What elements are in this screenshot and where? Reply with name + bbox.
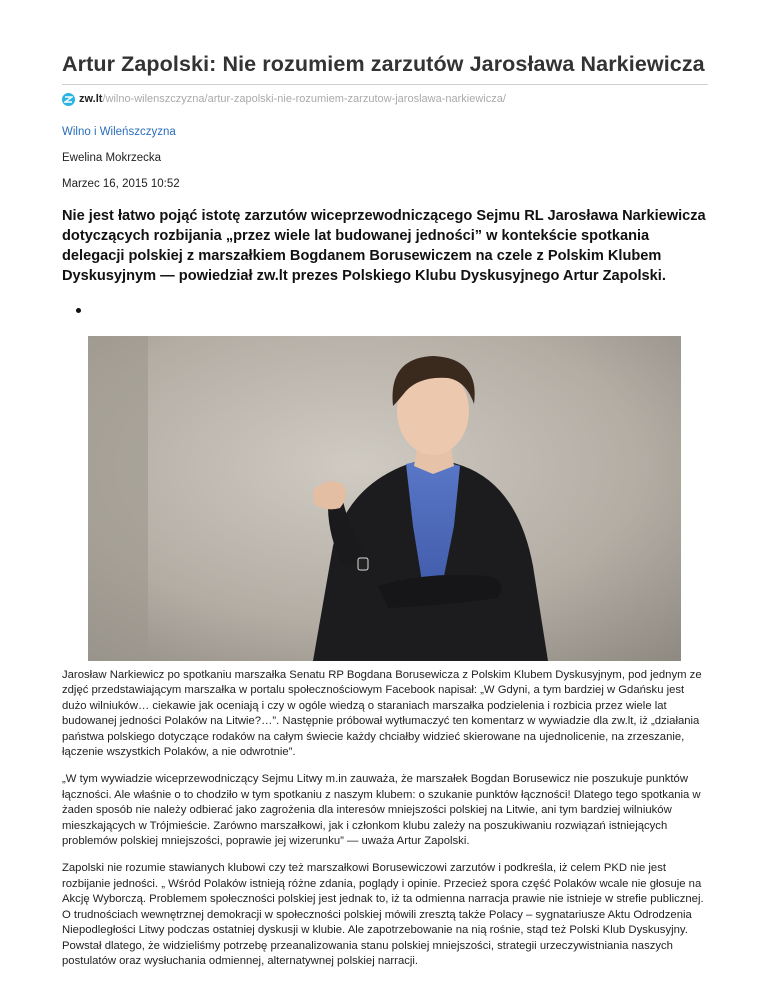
source-path: /wilno-wilenszczyzna/artur-zapolski-nie-rozumiem-zarzutow-jaroslawa-narkiewicza/ (102, 93, 506, 105)
bullet-icon (76, 308, 81, 313)
category-link[interactable]: Wilno i Wileńszczyzna (62, 126, 176, 138)
paragraph: Jarosław Narkiewicz po spotkaniu marszałka Senatu RP Bogdana Borusewicza z Polskim Klubem Dyskusyjnym, pod jednym ze zdjęć przedstawiającym marszałka w portalu społecznościowym Facebook napisał: „W Gdyni, a tym bardziej w Gdańsku jest dużo wilniuków… ciekawie jak oceniają i czy w ogóle wiedzą o staraniach marszałka podzielenia i rozbicia przez wiele lat budowanej jedności Polaków na Litwie?…”. Następnie próbował wytłumaczyć ten komentarz w wywiadzie dla zw.lt, iż „działania państwa polskiego dotyczące rodaków na całym świecie każdy chciałby widzieć skierowane na ujednolicenie, na zrzeszanie, łączenie wszystkich Polaków, a nie odwrotnie”. (62, 669, 702, 759)
source-link[interactable] (62, 91, 708, 107)
article-body (62, 668, 710, 981)
zw-logo-icon (62, 93, 75, 106)
paragraph: Zapolski nie rozumie stawianych klubowi czy też marszałkowi Borusewiczowi zarzutów i podkreśla, iż celem PKD nie jest rozbijanie jedności. „ Wśród Polaków istnieją różne zdania, poglądy i opinie. Przecież spora część Polaków wcale nie głosuje na Akcję Wyborczą. Problemem społeczności polskiej jest jednak to, iż ta odmienna narracja prawie nie istnieje w strefie publicznej. O trudnościach wewnętrznej demokracji w społeczności polskiej mówili zresztą także Polacy – sygnatariusze Aktu Odrodzenia Niepodległości Litwy podczas ostatniej dyskusji w klubie. Ale zapotrzebowanie na nią rośnie, stąd też Polski Klub Dyskusyjny. Powstał dlatego, że widzieliśmy potrzebę przeanalizowania stanu polskiej mniejszości, strategii urzeczywistniania naszych postulatów oraz wysłuchania odmiennej, alternatywnej polskiej narracji. (62, 862, 704, 967)
author-name: Ewelina Mokrzecka (62, 152, 162, 164)
article-header (62, 0, 708, 314)
paragraph: „W tym wywiadzie wiceprzewodniczący Sejmu Litwy m.in zauważa, że marszałek Bogdan Borusewicz nie poszukuje punktów łączności. Ale właśnie o to chodziło w tym spotkaniu z naszym klubem: o szukanie punktów łączności! Dlatego tego spotkania w żaden sposób nie należy odbierać jako zagrożenia dla interesów mniejszości polskiej na Litwie, ani tym bardziej wilniuków mieszkających w Trójmieście. Zarówno marszałkowi, jak i członkom klubu zależy na poszukiwaniu rozwiązań istniejących problemów polskiej mniejszości, poprawie jej wizerunku” — uważa Artur Zapolski. (62, 773, 701, 848)
publish-date: Marzec 16, 2015 10:52 (62, 178, 180, 190)
article-lead: Nie jest łatwo pojąć istotę zarzutów wiceprzewodniczącego Sejmu RL Jarosława Narkiewicza dotyczących rozbijania „przez wiele lat budowanej jedności” w kontekście spotkania delegacji polskiej z marszałkiem Bogdanem Borusewiczem na czele z Polskim Klubem Dyskusyjnym — powiedział zw.lt prezes Polskiego Klubu Dyskusyjnego Artur Zapolski. (62, 208, 706, 284)
title-divider (62, 84, 708, 85)
bullet-item (62, 300, 708, 314)
source-domain: zw.lt (79, 93, 103, 105)
article-photo (88, 336, 681, 661)
article-title: Artur Zapolski: Nie rozumiem zarzutów Jarosława Narkiewicza (62, 52, 705, 76)
